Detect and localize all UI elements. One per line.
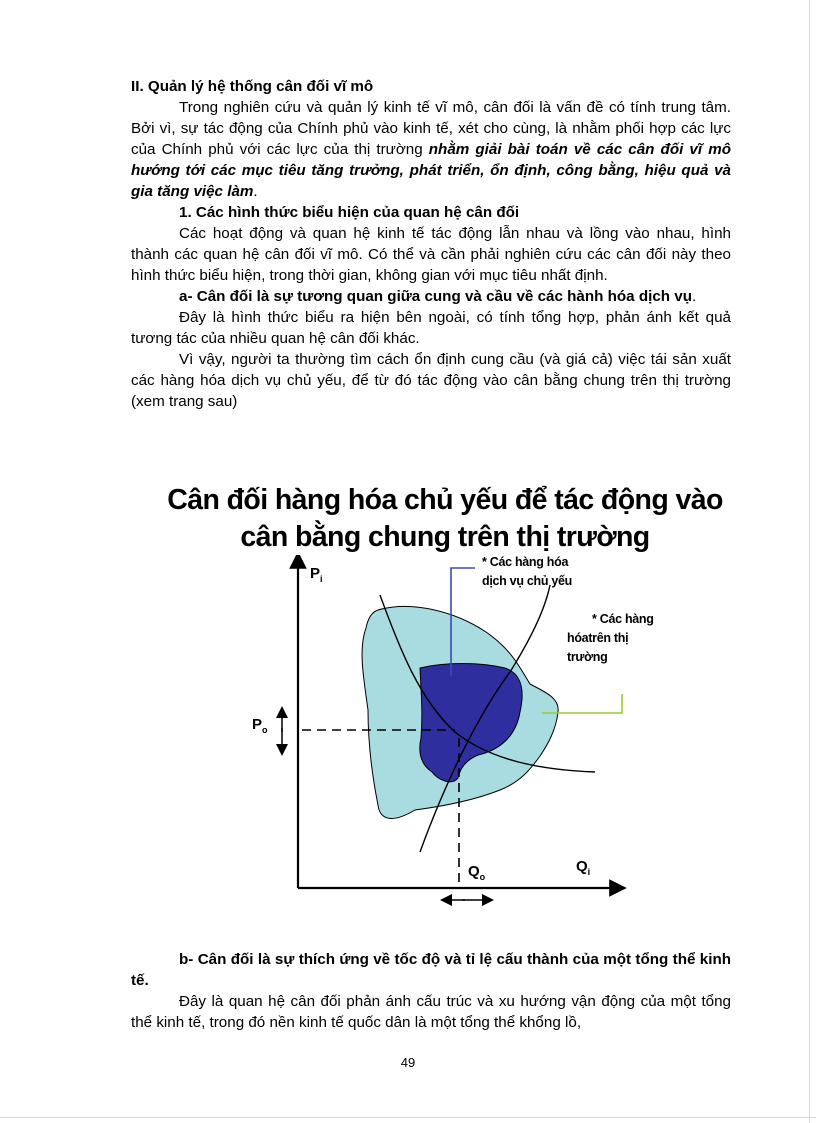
paragraph-3: Đây là hình thức biểu ra hiện bên ngoài, có tính tổng hợp, phản ánh kết quả tương tác của nhiều quan hệ cân đối khác. [131, 309, 731, 347]
p0-label: $P_o$ [252, 716, 268, 735]
legend-main-goods: * Các hàng hóa dịch vụ chủ yếu [482, 555, 572, 588]
item-a-heading: a- Cân đối là sự tương quan giữa cung và cầu về các hành hóa dịch vụ. [179, 288, 697, 305]
x-axis-label: $Q_i$ [576, 858, 591, 877]
q0-label: $Q_o$ [468, 863, 486, 882]
paragraph-1: Trong nghiên cứu và quản lý kinh tế vĩ mô, cân đối là vấn đề có tính trung tâm. Bởi vì, sự tác động của Chính phủ vào kinh tế, xét cho cùng, là nhằm phối hợp các lực của Chính phủ với các lực của thị trường nhằm giải bài toán về các cân đối vĩ mô hướng tới các mục tiêu tăng trưởng, phát triển, ổn định, công bằng, hiệu quả và gia tăng việc làm. [131, 99, 731, 200]
emphasis-text: nhằm giải bài toán về các cân đối vĩ mô hướng tới các mục tiêu tăng trưởng, phát triển, ổn định, công bằng, hiệu quả và gia tăng việc làm [131, 141, 731, 200]
item-b-heading: b- Cân đối là sự thích ứng về tốc độ và tỉ lệ cấu thành của một tổng thể kinh tế. [131, 951, 731, 989]
y-axis-label: $P_i$ [310, 565, 323, 584]
page-number: 49 [400, 1055, 416, 1070]
diagram-title-line-1: Cân đối hàng hóa chủ yếu để tác động vào [167, 484, 723, 516]
section-heading: II. Quản lý hệ thống cân đối vĩ mô [131, 78, 374, 95]
paragraph-5: Đây là quan hệ cân đối phản ánh cấu trúc và xu hướng vận động của một tổng thể kinh tế, trong đó nền kinh tế quốc dân là một tổng thể khổng lồ, [131, 993, 731, 1031]
paragraph-4: Vì vậy, người ta thường tìm cách ổn định cung cầu (và giá cả) việc tái sản xuất các hàng hóa dịch vụ chủ yếu, để từ đó tác động vào cân bằng chung trên thị trường (xem trang sau) [131, 351, 731, 410]
diagram-title [140, 482, 750, 556]
diagram-title-line-2: cân bằng chung trên thị trường [240, 521, 650, 553]
page-border-right [809, 0, 810, 1123]
subsection-heading: 1. Các hình thức biểu hiện của quan hệ cân đối [179, 204, 520, 221]
page-border-bottom [0, 1117, 816, 1118]
legend-market-goods: * Các hàng hóatrên thị trường [567, 612, 654, 664]
paragraph-2: Các hoạt động và quan hệ kinh tế tác động lẫn nhau và lồng vào nhau, hình thành các quan hệ cân đối vĩ mô. Có thể và cần phải nghiên cứu các cân đối này theo hình thức biểu hiện, trong thời gian, không gian với mục tiêu nhất định. [131, 225, 731, 284]
section-1 [131, 76, 731, 412]
equilibrium-diagram [240, 555, 710, 915]
section-2 [131, 949, 731, 1033]
